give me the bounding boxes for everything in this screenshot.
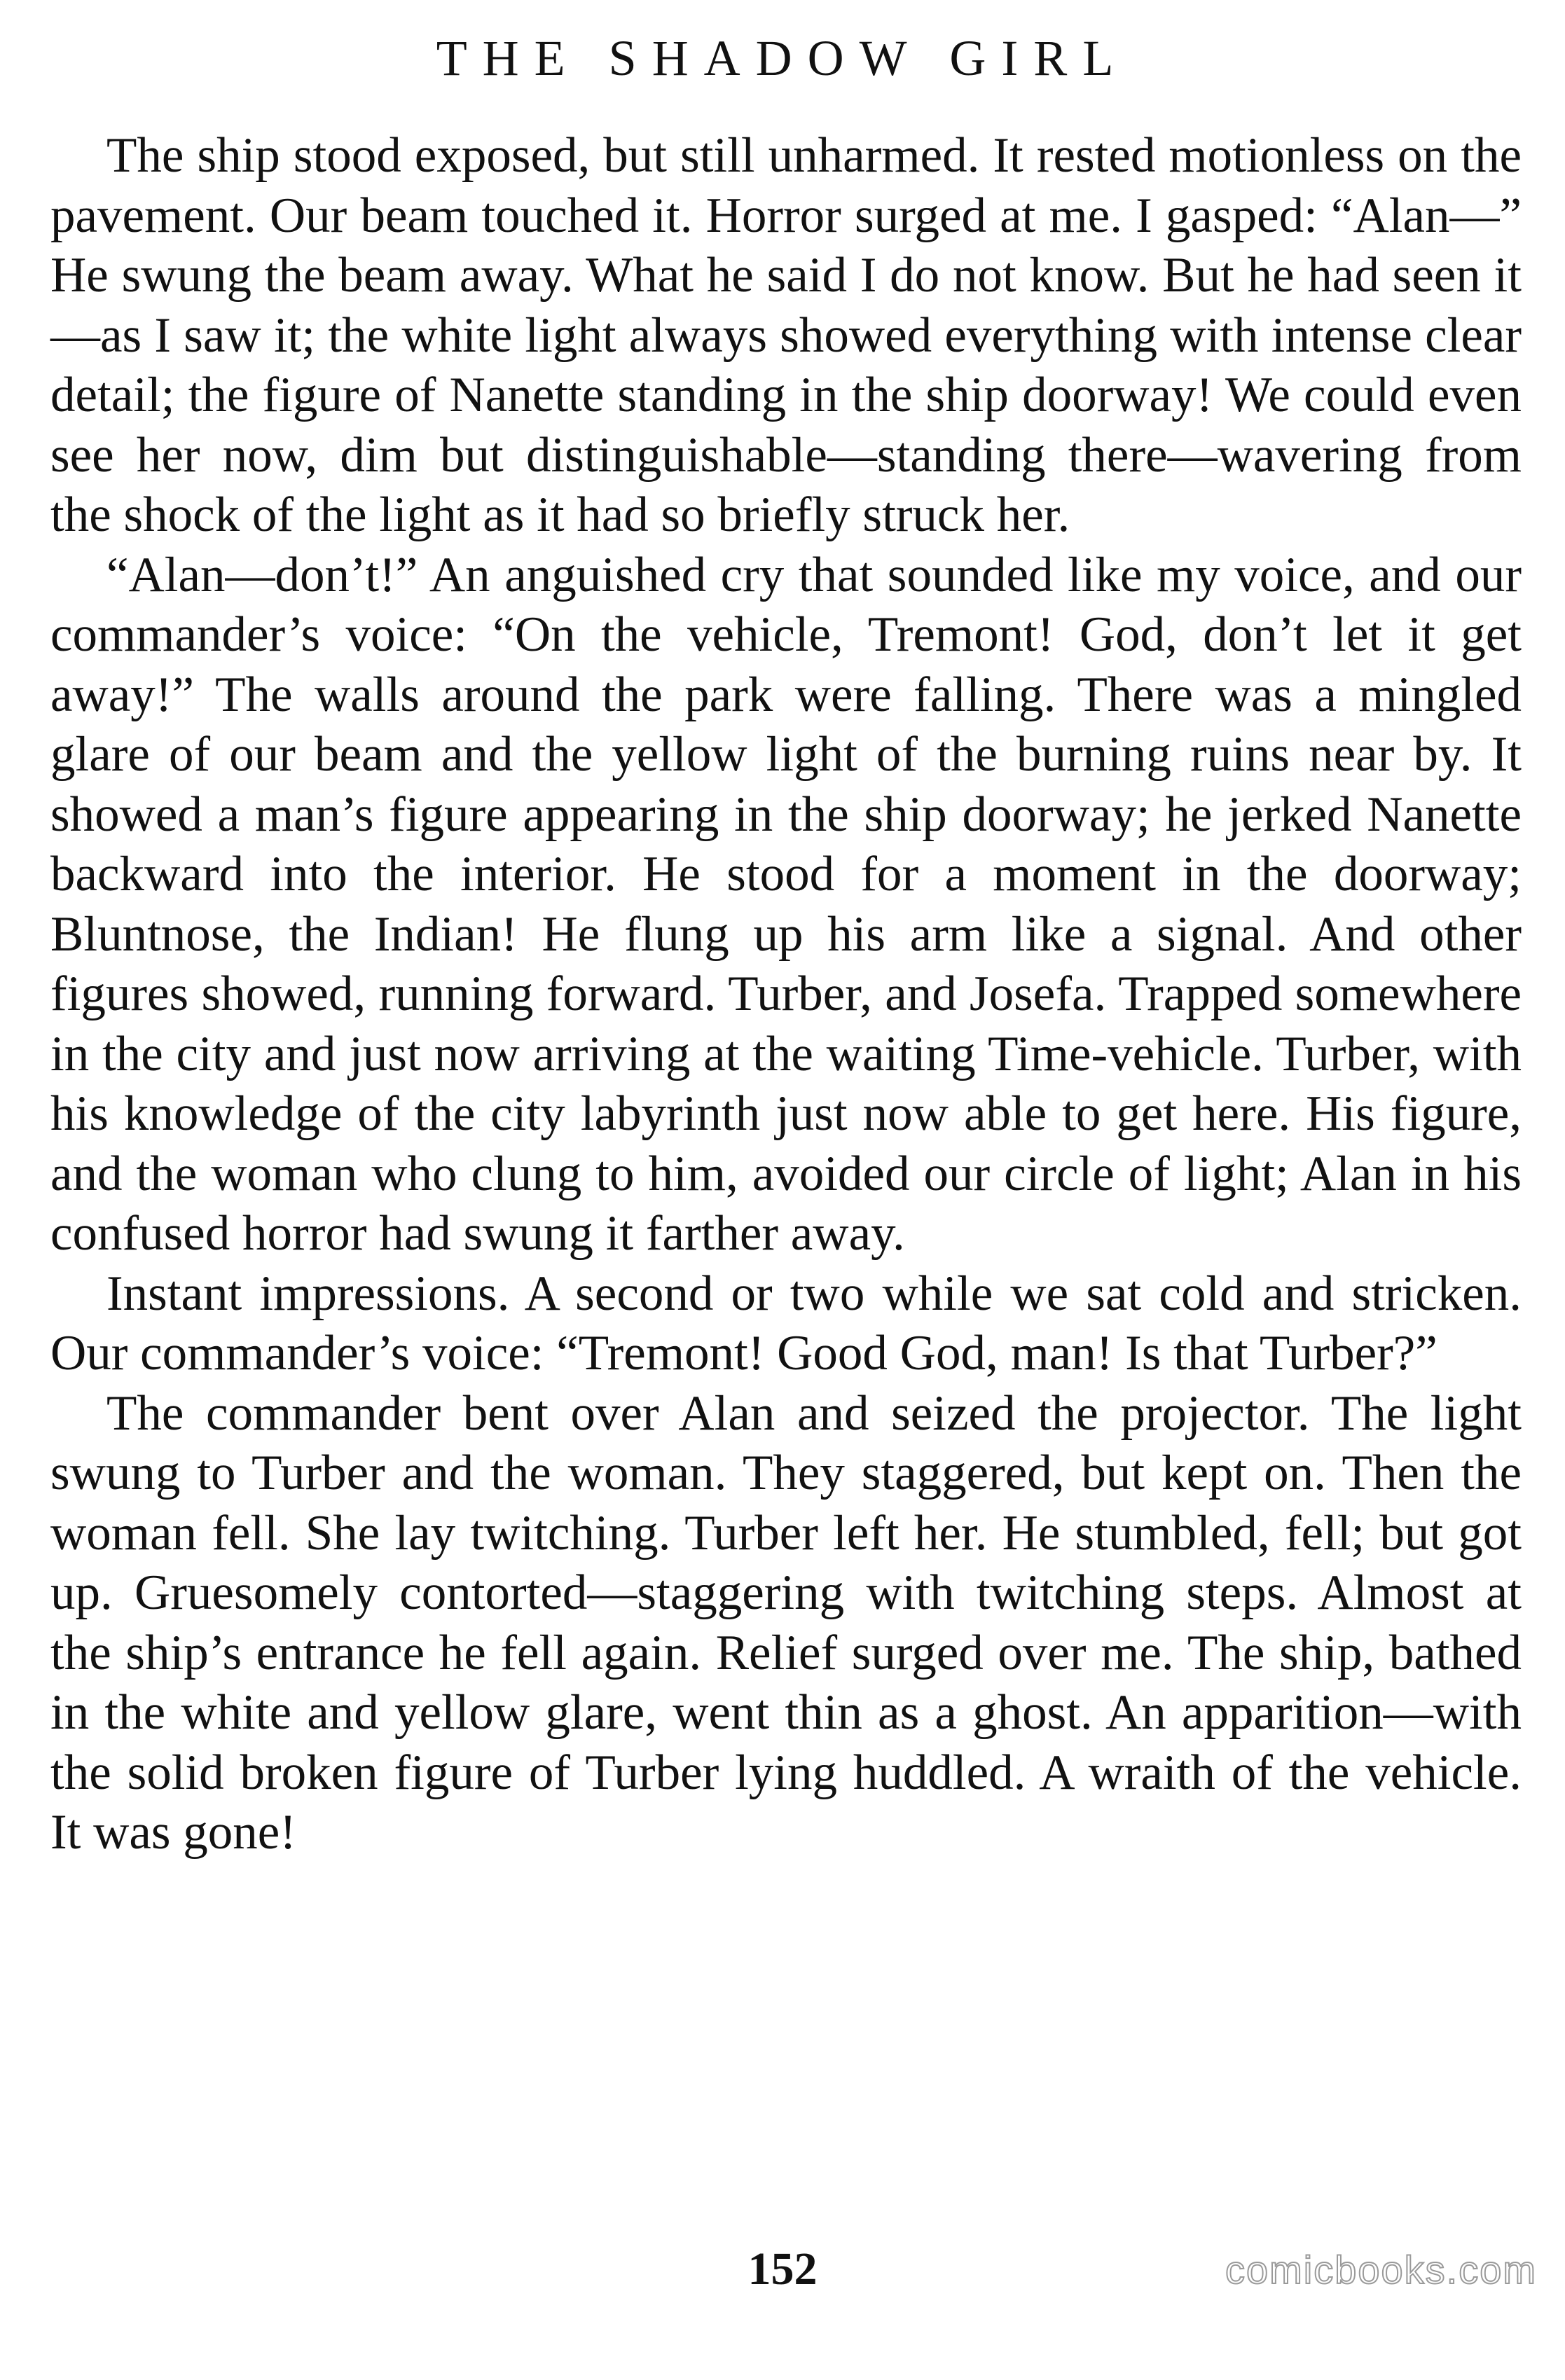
running-title: THE SHADOW GIRL [436, 30, 1129, 86]
paragraph: The ship stood exposed, but still unharmed. It rested motionless on the pavement. Our beam touched it. Horror surged at me. I gasped: “Alan—” He swung the beam away. What he said I do not know. But he had seen it—as I saw it; the white light always showed everything with intense clear detail; the figure of Nanette standing in the ship doorway! We could even see her now, dim but distinguishable—standing there—wavering from the shock of the light as it had so briefly struck her. [50, 128, 1522, 542]
body-text [50, 126, 1522, 1863]
paragraph: Instant impressions. A second or two while we sat cold and stricken. Our commander’s voice: “Tremont! Good God, man! Is that Turber?” [50, 1266, 1522, 1381]
paragraph: The commander bent over Alan and seized the projector. The light swung to Turber and the woman. They staggered, but kept on. Then the woman fell. She lay twitching. Turber left her. He stumbled, fell; but got up. Gruesomely contorted—staggering with twitching steps. Almost at the ship’s entrance he fell again. Relief surged over me. The ship, bathed in the white and yellow glare, went thin as a ghost. An apparition—with the solid broken figure of Turber lying huddled. A wraith of the vehicle. It was gone! [50, 1385, 1522, 1860]
paragraph: “Alan—don’t!” An anguished cry that sounded like my voice, and our commander’s voice: “On the vehicle, Tremont! God, don’t let it get away!” The walls around the park were falling. There was a mingled glare of our beam and the yellow light of the burning ruins near by. It showed a man’s figure appearing in the ship doorway; he jerked Nanette backward into the interior. He stood for a moment in the doorway; Bluntnose, the Indian! He flung up his arm like a signal. And other figures showed, running forward. Turber, and Josefa. Trapped somewhere in the city and just now arriving at the waiting Time-vehicle. Turber, with his knowledge of the city labyrinth just now able to get here. His figure, and the woman who clung to him, avoided our circle of light; Alan in his confused horror had swung it farther away. [50, 547, 1522, 1261]
page-number: 152 [747, 2243, 818, 2295]
site-watermark: comicbooks.com [1225, 2248, 1537, 2292]
